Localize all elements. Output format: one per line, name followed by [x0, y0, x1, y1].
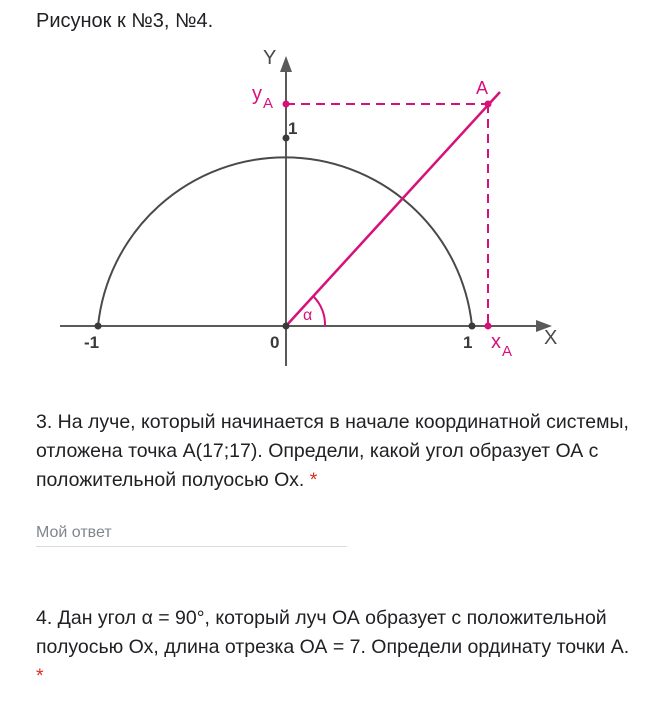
coordinate-figure: [40, 36, 580, 376]
angle-arc: [314, 297, 325, 326]
point-a-label: A: [476, 78, 489, 98]
point-one-x: [469, 323, 476, 330]
required-mark: *: [36, 665, 44, 687]
tick-x-one: 1: [463, 333, 473, 352]
question-3: [36, 408, 636, 495]
answer-input[interactable]: [36, 520, 347, 547]
y-axis-arrow: [280, 56, 292, 72]
figure-heading: Рисунок к №3, №4.: [36, 10, 214, 32]
y-axis-label: Y: [263, 47, 277, 69]
question-4-text: 4. Дан угол α = 90°, который луч ОА образует с положительной полуосью Ох, длина отрезка ОА = 7. Определи ординату точки А.: [36, 607, 630, 658]
xa-label: x: [491, 331, 501, 353]
origin-label: 0: [270, 333, 280, 352]
coordinate-diagram: [40, 36, 580, 376]
required-mark: *: [309, 469, 318, 491]
ray-oa: [286, 92, 500, 326]
tick-x-minus-one: -1: [84, 333, 100, 352]
ya-subscript: A: [263, 95, 274, 112]
point-origin: [283, 323, 290, 330]
point-a: [485, 101, 492, 108]
x-axis-label: X: [544, 327, 558, 349]
angle-alpha-label: α: [303, 307, 313, 324]
point-minus-one: [95, 323, 102, 330]
point-xa: [485, 323, 492, 330]
point-ya: [283, 101, 290, 108]
ya-label: y: [252, 83, 262, 105]
xa-subscript: A: [502, 343, 513, 360]
tick-y-one: 1: [288, 119, 298, 138]
question-3-text: 3. На луче, который начинается в начале координатной системы, отложена точка А(17;17). Определи, какой угол образует ОА с положительной полуосью Ох.: [36, 411, 629, 491]
question-4: [36, 604, 636, 691]
